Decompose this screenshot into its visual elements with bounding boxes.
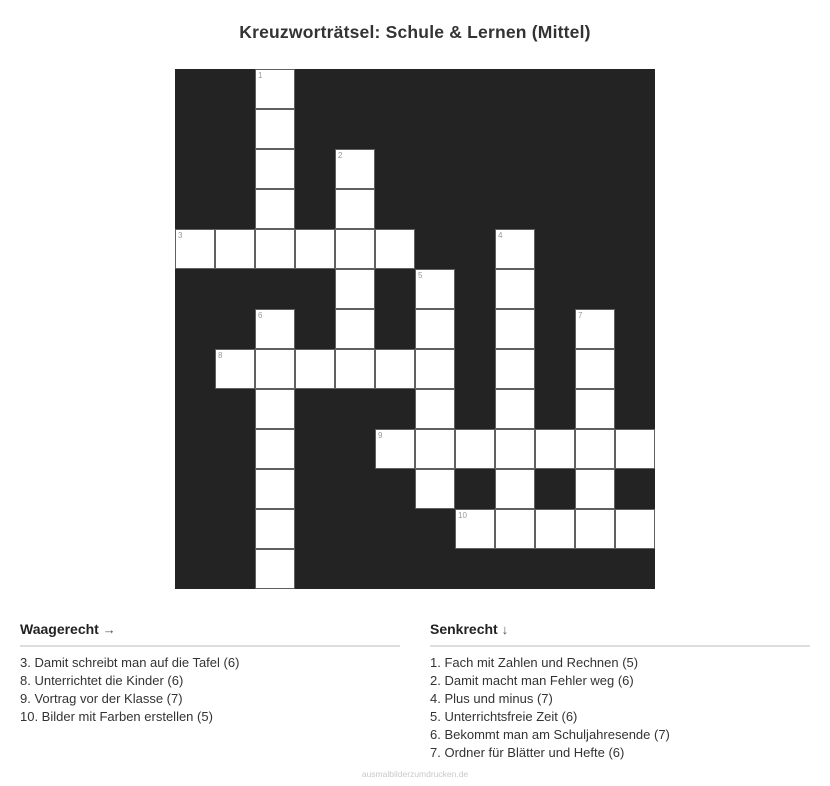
grid-cell[interactable] (495, 229, 535, 269)
grid-cell[interactable] (335, 229, 375, 269)
grid-cell[interactable] (495, 389, 535, 429)
grid-cell[interactable] (575, 309, 615, 349)
grid-cell[interactable] (255, 309, 295, 349)
grid-cell[interactable] (495, 269, 535, 309)
clue-item: 1. Fach mit Zahlen und Rechnen (5) (430, 655, 639, 670)
across-clue-list (20, 654, 400, 726)
down-heading (430, 621, 810, 647)
clue-item: 3. Damit schreibt man auf die Tafel (6) (20, 655, 240, 670)
footer-watermark: ausmalbilderzumdrucken.de (361, 769, 469, 779)
grid-cell[interactable] (455, 429, 495, 469)
grid-cell[interactable] (175, 229, 215, 269)
cell-number: 7 (578, 311, 583, 320)
grid-cell[interactable] (255, 429, 295, 469)
grid-cell[interactable] (495, 349, 535, 389)
grid-cell[interactable] (255, 229, 295, 269)
cell-number: 5 (418, 271, 423, 280)
down-arrow-icon: ↓ (501, 622, 509, 637)
grid-cell[interactable] (615, 429, 655, 469)
clue-item: 7. Ordner für Blätter und Hefte (6) (430, 745, 625, 760)
grid-cell[interactable] (335, 309, 375, 349)
grid-cell[interactable] (495, 429, 535, 469)
grid-cell[interactable] (375, 429, 415, 469)
grid-cell[interactable] (415, 309, 455, 349)
grid-cell[interactable] (295, 349, 335, 389)
clue-item: 4. Plus und minus (7) (430, 691, 553, 706)
down-heading-label: Senkrecht (430, 621, 498, 637)
grid-cell[interactable] (575, 389, 615, 429)
cell-number: 10 (458, 511, 467, 520)
grid-cell[interactable] (255, 189, 295, 229)
grid-cell[interactable] (495, 309, 535, 349)
grid-cell[interactable] (255, 389, 295, 429)
grid-cell[interactable] (575, 509, 615, 549)
cell-number: 4 (498, 231, 503, 240)
grid-cell[interactable] (535, 509, 575, 549)
cell-number: 2 (338, 151, 343, 160)
clue-item: 9. Vortrag vor der Klasse (7) (20, 691, 183, 706)
grid-cell[interactable] (255, 509, 295, 549)
down-clue-list (430, 654, 810, 762)
cell-number: 1 (258, 71, 263, 80)
clue-item: 10. Bilder mit Farben erstellen (5) (20, 709, 213, 724)
grid-cell[interactable] (295, 229, 335, 269)
grid-cell[interactable] (375, 229, 415, 269)
grid-cell[interactable] (335, 189, 375, 229)
cell-number: 9 (378, 431, 383, 440)
crossword-grid (175, 69, 655, 589)
across-section (20, 621, 400, 726)
clue-item: 6. Bekommt man am Schuljahresende (7) (430, 727, 670, 742)
down-section (430, 621, 810, 762)
grid-cell[interactable] (415, 389, 455, 429)
page-title: Kreuzworträtsel: Schule & Lernen (Mittel) (239, 22, 591, 42)
grid-cell[interactable] (415, 269, 455, 309)
grid-cell[interactable] (415, 349, 455, 389)
right-arrow-icon: → (102, 622, 116, 637)
across-heading (20, 621, 400, 647)
grid-cell[interactable] (255, 349, 295, 389)
grid-cell[interactable] (615, 509, 655, 549)
grid-cell[interactable] (575, 349, 615, 389)
cell-number: 3 (178, 231, 183, 240)
cell-number: 8 (218, 351, 223, 360)
grid-cell[interactable] (455, 509, 495, 549)
grid-cell[interactable] (255, 469, 295, 509)
grid-cell[interactable] (335, 349, 375, 389)
grid-cell[interactable] (335, 269, 375, 309)
grid-cell[interactable] (575, 469, 615, 509)
grid-cell[interactable] (415, 429, 455, 469)
grid-cell[interactable] (255, 69, 295, 109)
grid-cell[interactable] (415, 469, 455, 509)
clue-item: 8. Unterrichtet die Kinder (6) (20, 673, 184, 688)
grid-cell[interactable] (495, 509, 535, 549)
clue-item: 5. Unterrichtsfreie Zeit (6) (430, 709, 578, 724)
grid-cell[interactable] (335, 149, 375, 189)
grid-cell[interactable] (255, 549, 295, 589)
cell-number: 6 (258, 311, 263, 320)
grid-cell[interactable] (535, 429, 575, 469)
grid-cell[interactable] (255, 149, 295, 189)
across-heading-label: Waagerecht (20, 621, 99, 637)
grid-cell[interactable] (375, 349, 415, 389)
grid-cell[interactable] (255, 109, 295, 149)
grid-cell[interactable] (215, 229, 255, 269)
grid-cell[interactable] (215, 349, 255, 389)
grid-cell[interactable] (575, 429, 615, 469)
grid-cell[interactable] (495, 469, 535, 509)
clue-item: 2. Damit macht man Fehler weg (6) (430, 673, 634, 688)
